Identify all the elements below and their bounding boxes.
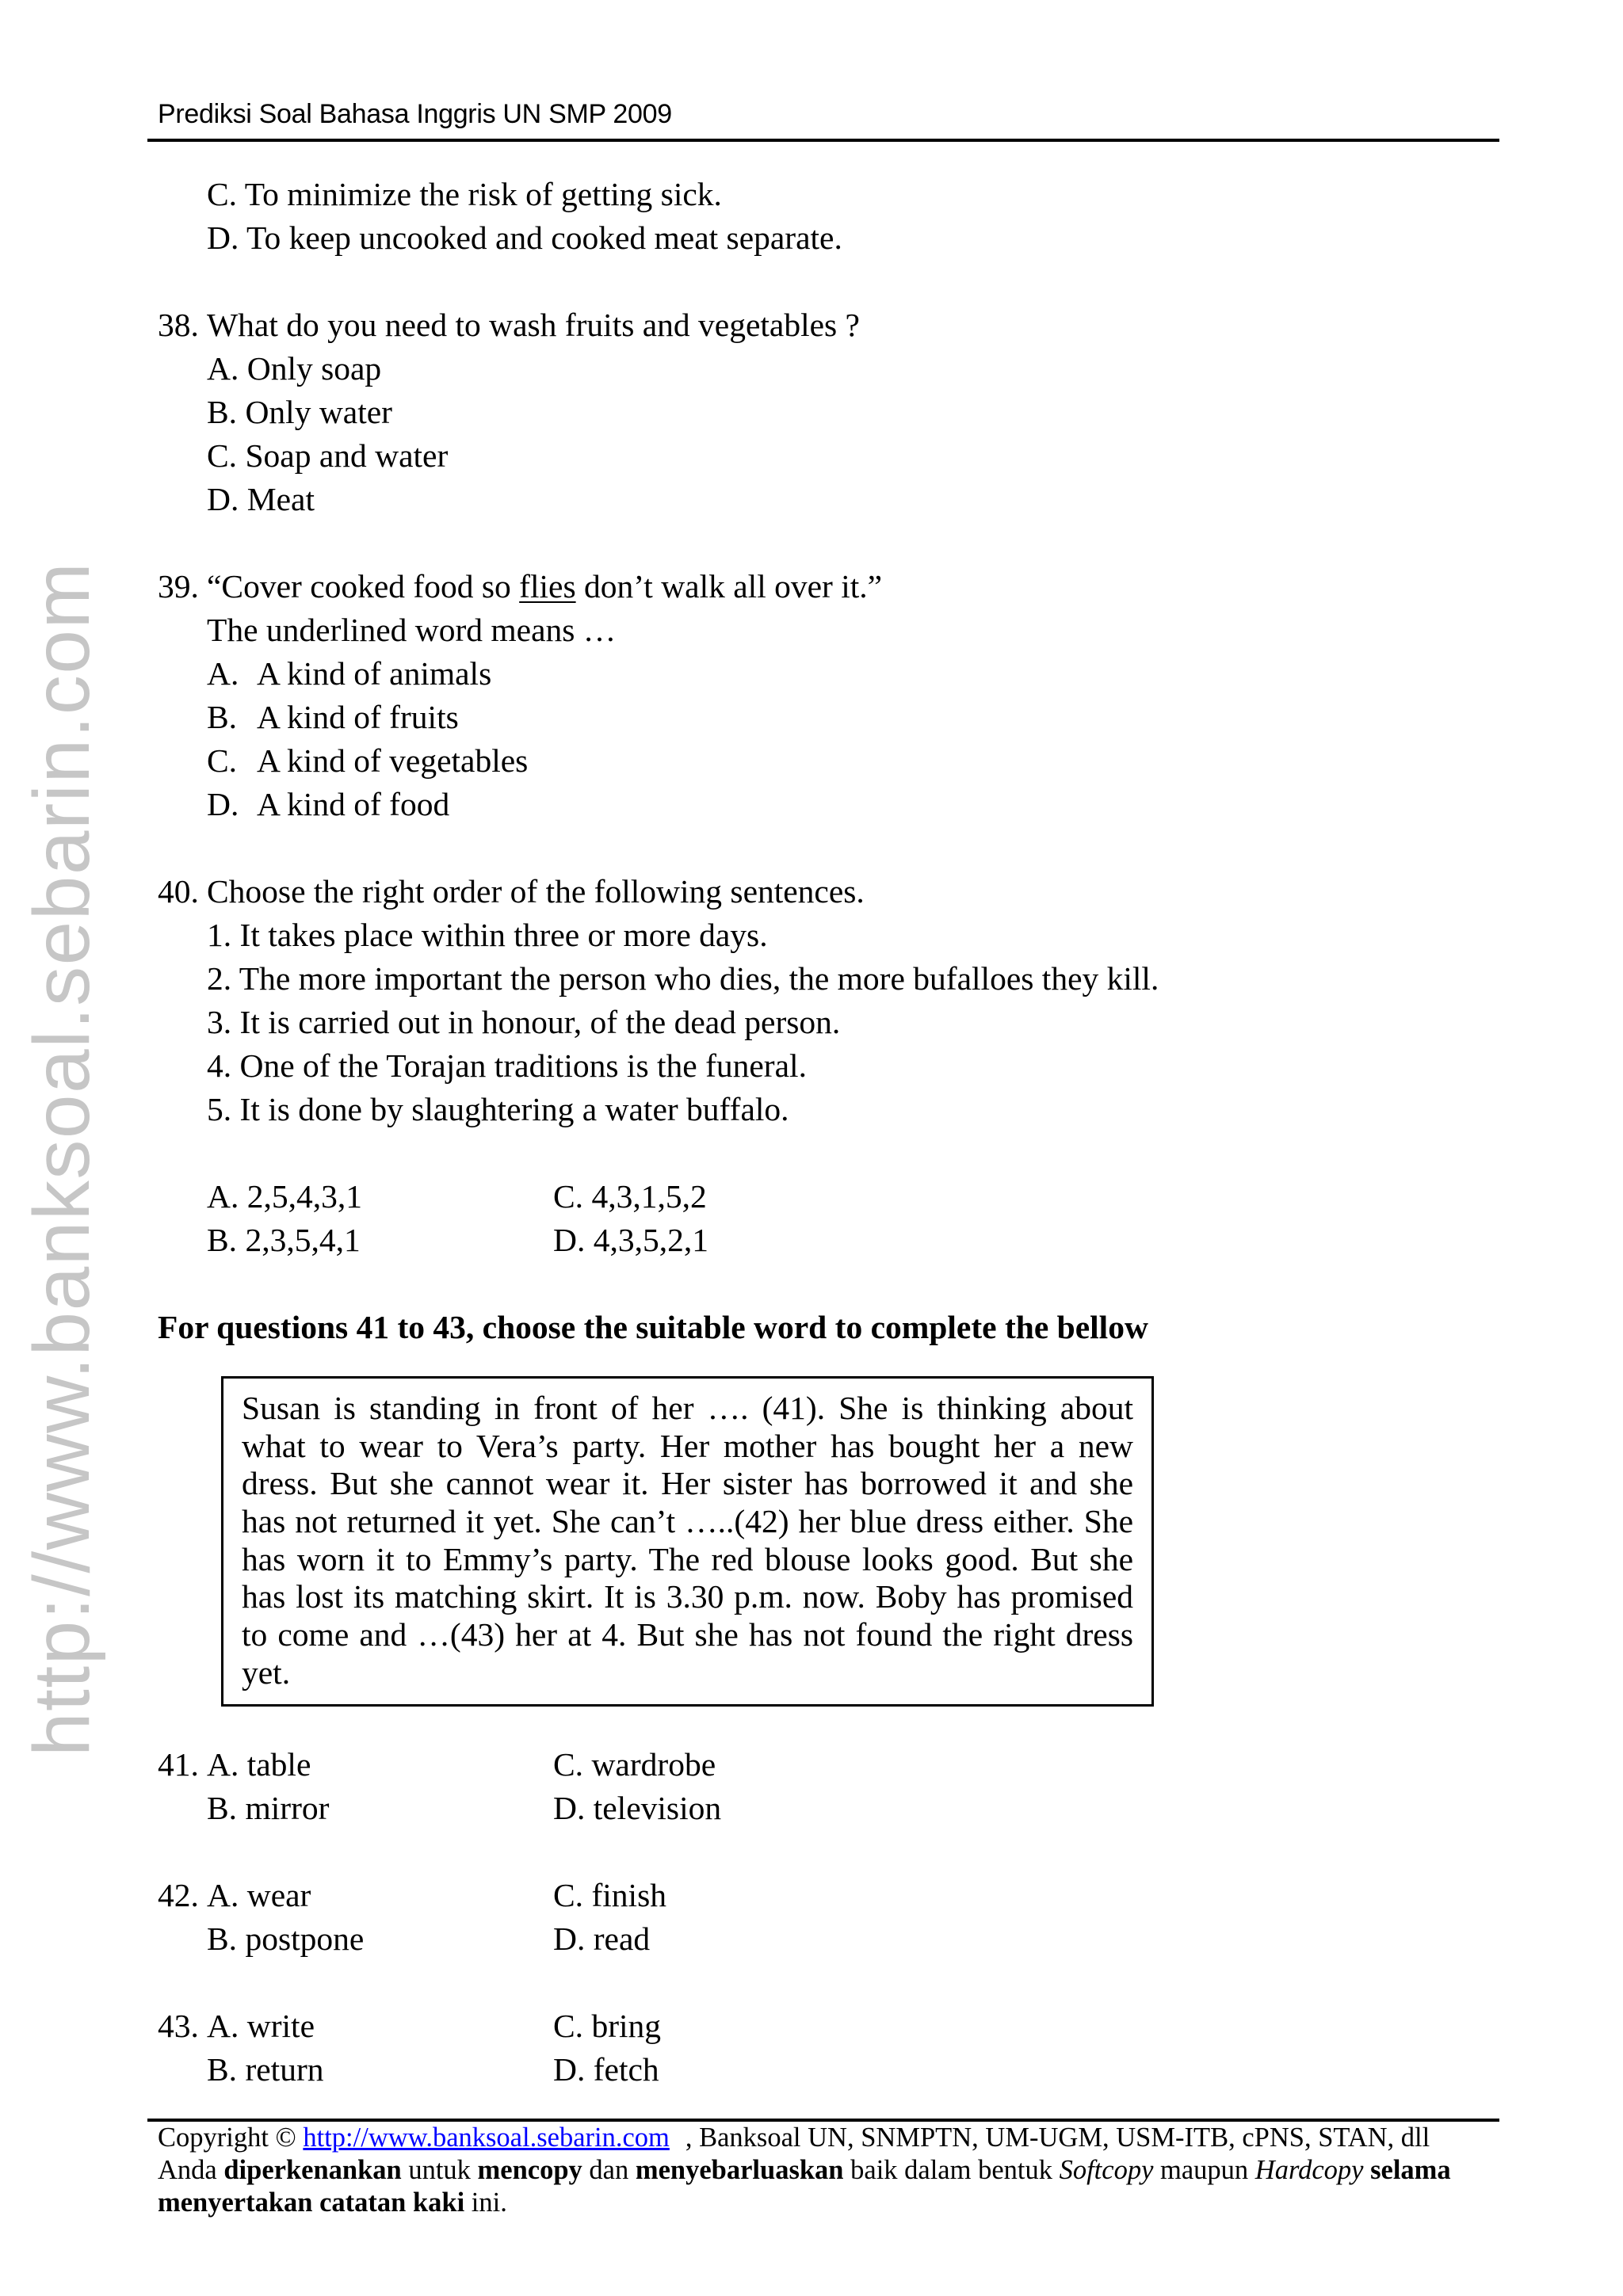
notice-text-bold: menyertakan catatan kaki — [158, 2187, 465, 2218]
passage-line: has not returned it yet. She can’t …..(42) her blue dress either. She — [242, 1503, 1133, 1540]
option-column-left — [207, 1787, 553, 1830]
answer-option — [158, 478, 1497, 521]
option-label: B. — [207, 1790, 238, 1826]
sentence-item — [158, 913, 1497, 957]
answer-option — [158, 347, 1497, 391]
option-text: Meat — [246, 481, 315, 517]
option-text: postpone — [245, 1920, 365, 1957]
notice-text: dan — [582, 2155, 636, 2185]
option-text: Only water — [245, 394, 392, 430]
option-text: wear — [246, 1877, 311, 1913]
option-column-right — [553, 1746, 716, 1783]
notice-text: ini. — [464, 2187, 507, 2218]
option-label: C. — [553, 2008, 584, 2044]
notice-text: baik dalam bentuk — [843, 2155, 1060, 2185]
question-text-start: “Cover cooked food so — [207, 568, 520, 605]
option-text: A kind of fruits — [257, 699, 459, 735]
option-column-right — [553, 1790, 721, 1826]
sentence-number: 4. — [207, 1047, 232, 1084]
sentence-text: It is carried out in honour, of the dead person. — [239, 1004, 841, 1040]
option-label: C. — [553, 1746, 584, 1783]
sentence-number: 5. — [207, 1091, 232, 1127]
sentence-number: 1. — [207, 917, 232, 953]
option-text: wardrobe — [591, 1746, 716, 1783]
option-label: D. — [207, 786, 239, 822]
notice-text-italic: Hardcopy — [1254, 2155, 1364, 2185]
header-divider — [147, 139, 1499, 142]
question-41 — [158, 1743, 1497, 1787]
notice-text: untuk — [401, 2155, 478, 2185]
answer-options-row — [158, 1219, 1497, 1262]
option-label: D. — [207, 219, 239, 256]
answer-options-row — [158, 1175, 1497, 1219]
option-text: television — [593, 1790, 722, 1826]
question-list — [158, 173, 1497, 1349]
notice-text-bold: selama — [1363, 2155, 1451, 2185]
option-text: A kind of food — [257, 786, 450, 822]
option-text: 4,3,1,5,2 — [591, 1178, 707, 1215]
option-label: B. — [207, 1920, 238, 1957]
copyright-prefix: Copyright © — [158, 2122, 296, 2153]
option-label: C. — [553, 1178, 584, 1215]
previous-question-option — [158, 216, 1497, 260]
notice-text-bold: diperkenankan — [223, 2155, 402, 2185]
question-number: 39. — [158, 568, 199, 605]
option-text: 2,3,5,4,1 — [245, 1222, 361, 1258]
option-label: C. — [207, 437, 238, 474]
option-text: table — [246, 1746, 311, 1783]
option-label: A. — [207, 1877, 239, 1913]
option-label: A. — [207, 2008, 239, 2044]
page-footer — [158, 2122, 1451, 2219]
answer-option — [158, 434, 1497, 478]
option-column-left — [207, 1175, 553, 1219]
previous-question-option — [158, 173, 1497, 216]
option-column-left — [207, 2004, 553, 2048]
sentence-item — [158, 1088, 1497, 1131]
answer-options-row — [158, 2048, 1497, 2092]
option-text: Soap and water — [245, 437, 449, 474]
sentence-number: 2. — [207, 960, 232, 997]
running-header-title: Prediksi Soal Bahasa Inggris UN SMP 2009 — [158, 99, 672, 129]
cloze-question-list — [158, 1743, 1497, 2092]
option-column-left — [207, 2048, 553, 2092]
passage-line: has lost its matching skirt. It is 3.30 p.m. now. Boby has promised — [242, 1578, 1133, 1615]
option-label: A. — [207, 1178, 239, 1215]
passage-line: has worn it to Emmy’s party. The red blouse looks good. But she — [242, 1540, 1133, 1577]
question-text: Choose the right order of the following sentences. — [207, 873, 865, 910]
notice-text-bold: mencopy — [477, 2155, 582, 2185]
option-text: A kind of animals — [257, 655, 492, 692]
passage-line: yet. — [242, 1653, 291, 1691]
question-38 — [158, 303, 1497, 347]
option-column-right — [553, 1877, 666, 1913]
option-text: Only soap — [246, 350, 382, 387]
option-label: D. — [553, 2051, 586, 2088]
answer-option — [158, 391, 1497, 434]
option-column-right — [553, 2051, 659, 2088]
copyright-suffix: , Banksoal UN, SNMPTN, UM-UGM, USM-ITB, cPNS, STAN, dll — [685, 2122, 1430, 2153]
sentence-number: 3. — [207, 1004, 232, 1040]
option-text: finish — [591, 1877, 666, 1913]
question-number: 38. — [158, 307, 199, 343]
passage-line: what to wear to Vera’s party. Her mother has bought her a new — [242, 1427, 1133, 1464]
option-text: 4,3,5,2,1 — [593, 1222, 708, 1258]
option-column-right — [553, 1920, 650, 1957]
usage-notice-line — [158, 2187, 1451, 2219]
option-text: read — [593, 1920, 651, 1957]
option-text: bring — [591, 2008, 662, 2044]
option-label: C. — [207, 742, 238, 779]
option-column-right — [553, 2008, 661, 2044]
option-column-left — [207, 1743, 553, 1787]
sentence-text: The more important the person who dies, the more bufalloes they kill. — [239, 960, 1159, 997]
option-column-right — [553, 1178, 707, 1215]
answer-option — [158, 652, 1497, 696]
option-text: A kind of vegetables — [257, 742, 529, 779]
option-text: fetch — [593, 2051, 659, 2088]
question-text: What do you need to wash fruits and vegetables ? — [207, 307, 860, 343]
passage-line: to come and …(43) her at 4. But she has not found the right dress — [242, 1616, 1133, 1653]
copyright-line — [158, 2122, 1451, 2154]
question-number: 42. — [158, 1877, 199, 1913]
option-text: To keep uncooked and cooked meat separate. — [246, 219, 842, 256]
option-label: A. — [207, 350, 239, 387]
underlined-word: flies — [519, 568, 576, 605]
answer-option — [158, 783, 1497, 826]
sentence-item — [158, 1044, 1497, 1088]
watermark-url: http://www.banksoal.sebarin.com — [17, 561, 106, 1756]
answer-options-row — [158, 1917, 1497, 1961]
sentence-item — [158, 1001, 1497, 1044]
sentence-item — [158, 957, 1497, 1001]
option-label: B. — [207, 394, 238, 430]
option-label: C. — [553, 1877, 584, 1913]
sentence-text: One of the Torajan traditions is the funeral. — [239, 1047, 807, 1084]
question-prompt: The underlined word means … — [207, 612, 617, 648]
notice-text: Anda — [158, 2155, 224, 2185]
section-instruction: For questions 41 to 43, choose the suitable word to complete the bellow — [158, 1309, 1148, 1345]
option-label: D. — [553, 1222, 586, 1258]
question-42 — [158, 1874, 1497, 1917]
option-text: return — [245, 2051, 324, 2088]
option-text: write — [246, 2008, 315, 2044]
sentence-text: It is done by slaughtering a water buffalo. — [239, 1091, 789, 1127]
option-label: C. — [207, 176, 238, 212]
passage-line: dress. But she cannot wear it. Her sister has borrowed it and she — [242, 1465, 1133, 1502]
option-label: B. — [207, 2051, 238, 2088]
question-43 — [158, 2004, 1497, 2048]
notice-text: maupun — [1153, 2155, 1255, 2185]
notice-text-bold: menyebarluaskan — [635, 2155, 844, 2185]
option-label: D. — [553, 1790, 586, 1826]
option-label: B. — [207, 699, 238, 735]
answer-option — [158, 739, 1497, 783]
question-40 — [158, 870, 1497, 913]
question-text-end: don’t walk all over it.” — [575, 568, 883, 605]
question-39 — [158, 565, 1497, 608]
notice-text-italic: Softcopy — [1059, 2155, 1154, 2185]
passage-box — [221, 1376, 1154, 1707]
option-label: D. — [207, 481, 239, 517]
option-column-left — [207, 1917, 553, 1961]
question-number: 43. — [158, 2008, 199, 2044]
usage-notice-line — [158, 2154, 1451, 2187]
sentence-text: It takes place within three or more days. — [239, 917, 768, 953]
option-label: D. — [553, 1920, 586, 1957]
option-label: A. — [207, 1746, 239, 1783]
option-label: B. — [207, 1222, 238, 1258]
website-link[interactable]: http://www.banksoal.sebarin.com — [303, 2122, 670, 2153]
option-column-left — [207, 1219, 553, 1262]
option-text: To minimize the risk of getting sick. — [244, 176, 722, 212]
question-number: 40. — [158, 873, 199, 910]
question-number: 41. — [158, 1746, 199, 1783]
option-text: mirror — [245, 1790, 330, 1826]
option-column-right — [553, 1222, 708, 1258]
answer-option — [158, 696, 1497, 739]
option-text: 2,5,4,3,1 — [246, 1178, 362, 1215]
option-label: A. — [207, 655, 239, 692]
option-column-left — [207, 1874, 553, 1917]
answer-options-row — [158, 1787, 1497, 1830]
passage-line: Susan is standing in front of her …. (41). She is thinking about — [242, 1390, 1133, 1426]
